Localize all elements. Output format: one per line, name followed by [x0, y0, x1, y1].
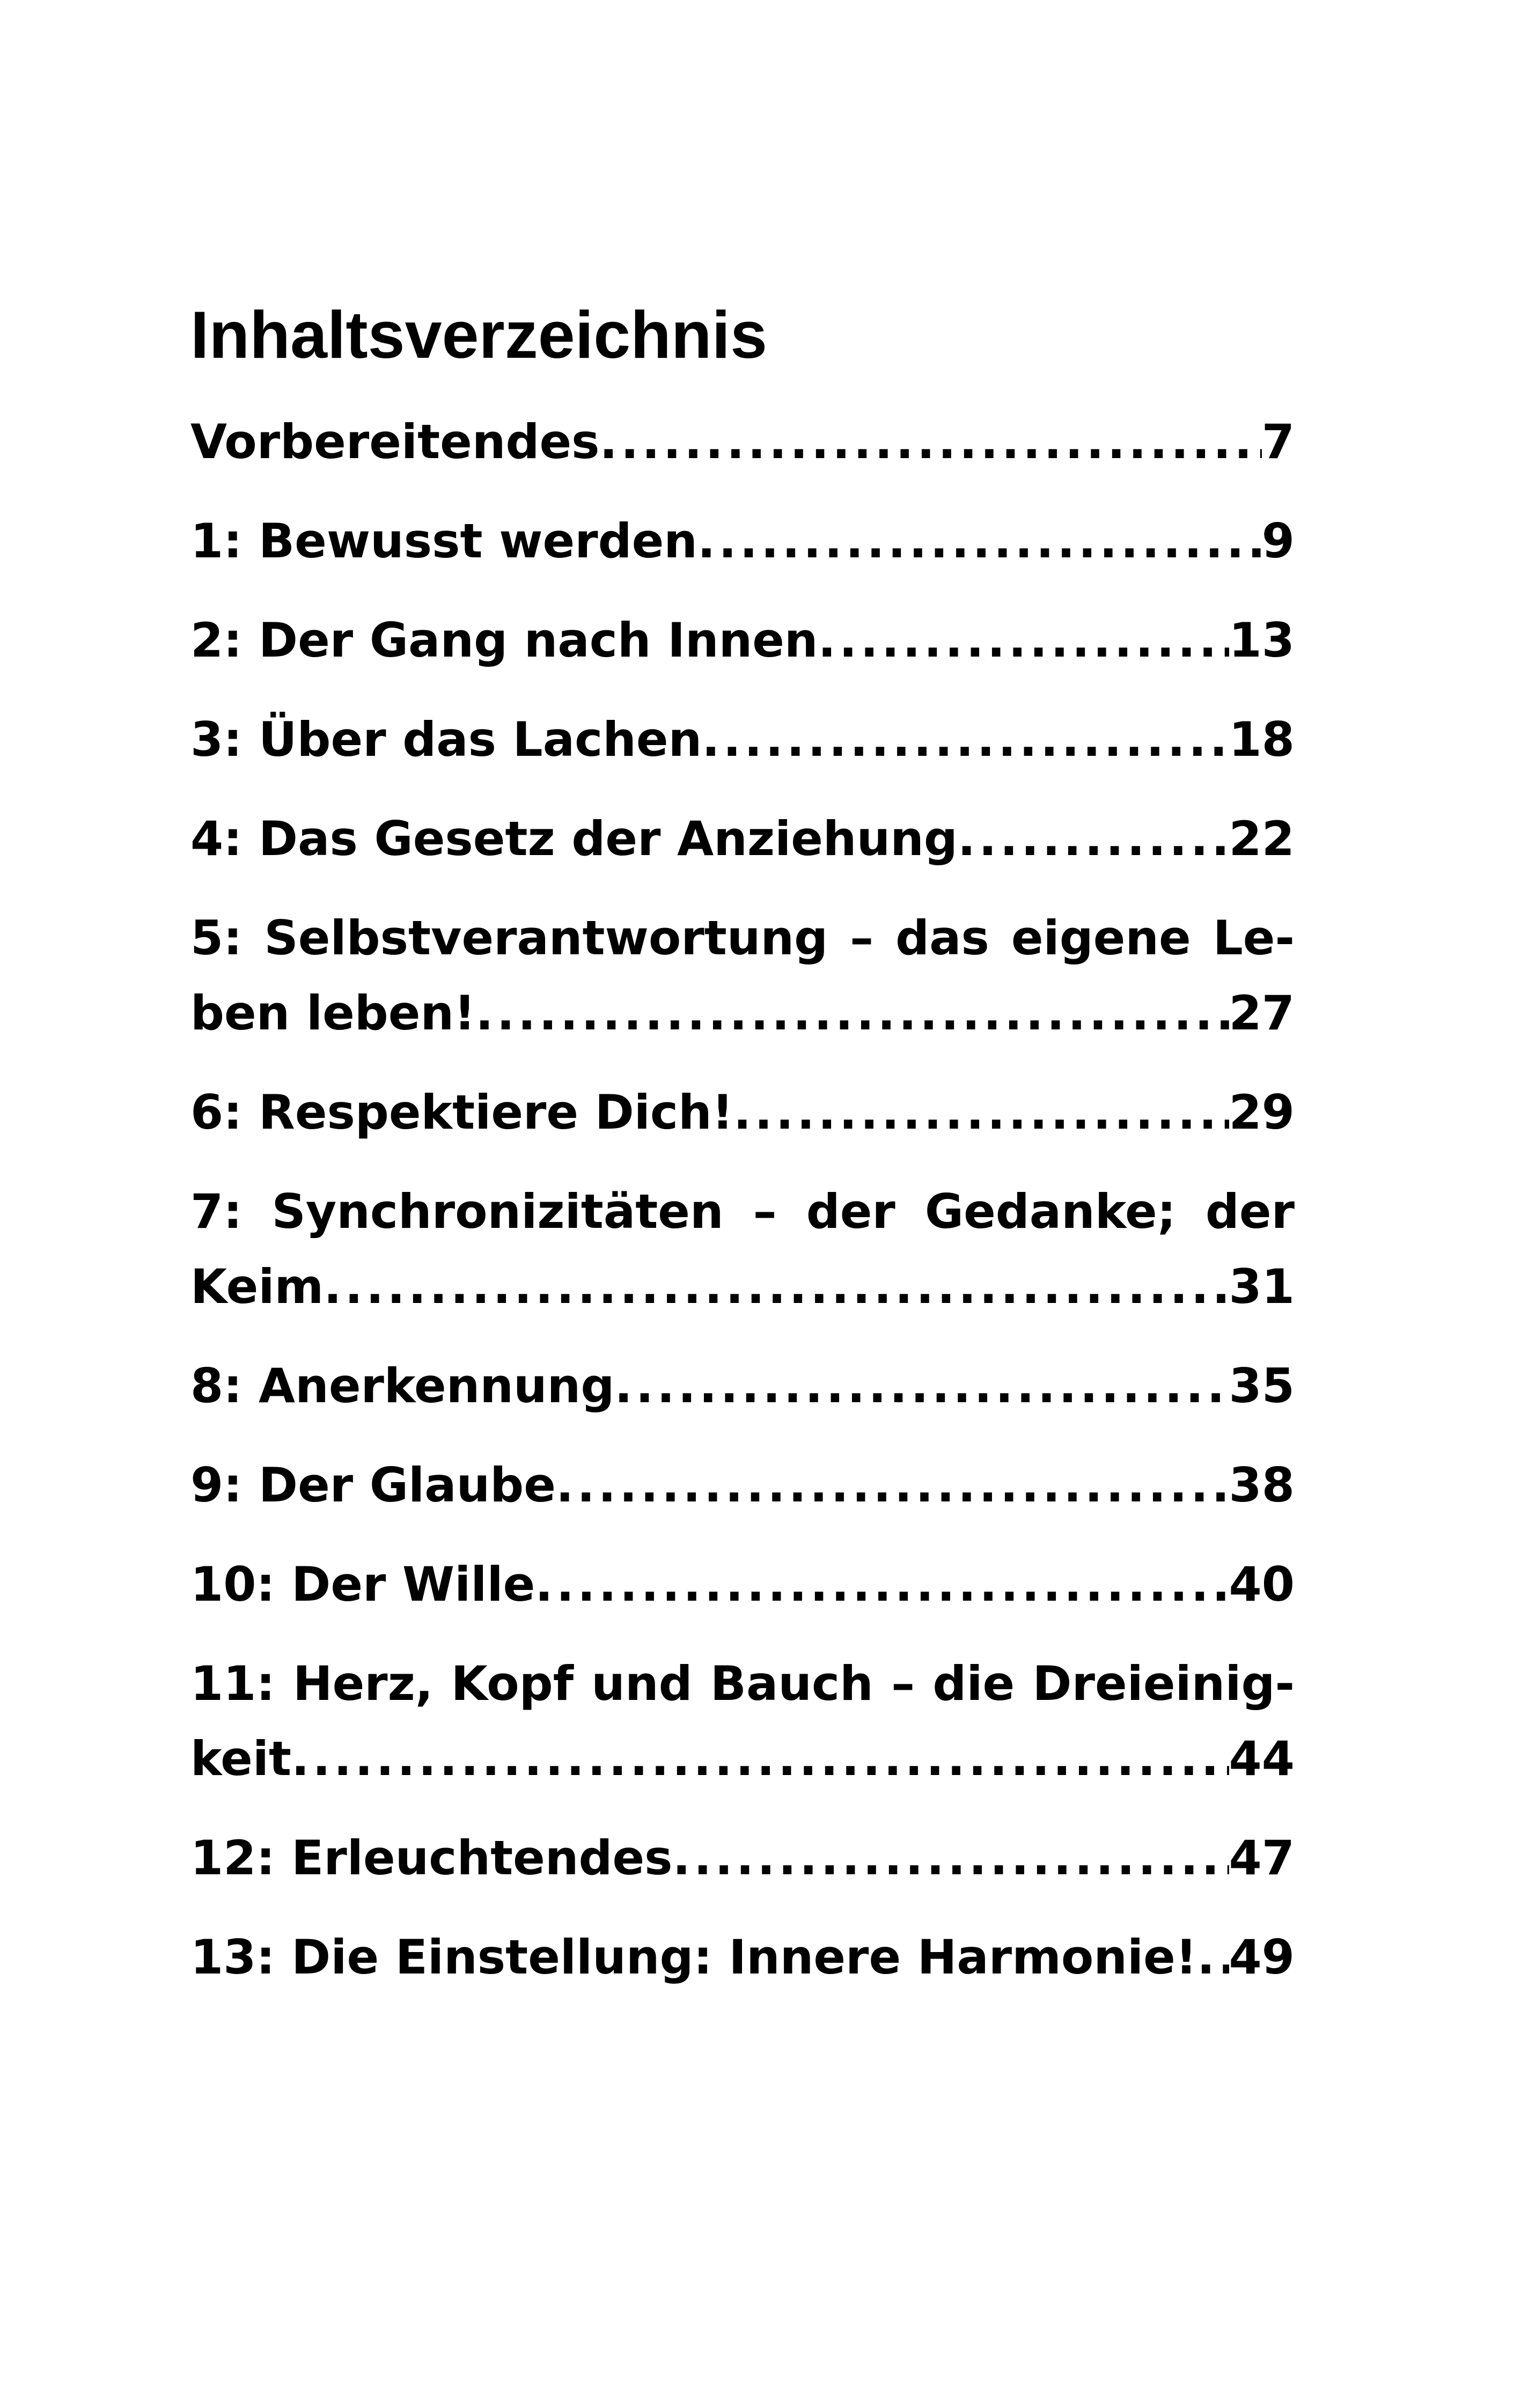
dot-leader: [600, 414, 1262, 469]
toc-entry[interactable]: [190, 1344, 1295, 1413]
toc-entry-title: 9: Der Glaube: [190, 1457, 556, 1513]
toc-entry[interactable]: [190, 971, 1295, 1041]
toc-entry-title-line1: 7: Synchronizitäten – der Gedanke; der: [190, 1184, 1295, 1239]
toc-entry-title: 13: Die Einstellung: Innere Harmonie!: [190, 1930, 1197, 1985]
toc-entry[interactable]: [190, 1244, 1295, 1314]
toc-entry-page: 31: [1229, 1259, 1295, 1314]
toc-entry-title: ben leben!: [190, 985, 476, 1041]
toc-entry-title: Vorbereitendes: [190, 414, 600, 469]
toc-entry-wrapped-line[interactable]: [190, 1169, 1295, 1239]
toc-entry[interactable]: [190, 499, 1295, 569]
toc-entry-page: 27: [1229, 985, 1295, 1041]
dot-leader: [697, 513, 1262, 569]
toc-entry[interactable]: [190, 697, 1295, 767]
dot-leader: [535, 1557, 1229, 1612]
toc-entry-title: Keim: [190, 1259, 324, 1314]
dot-leader: [733, 1085, 1229, 1140]
toc-entry-title: keit: [190, 1731, 292, 1786]
toc-entry[interactable]: [190, 1816, 1295, 1886]
toc-entry-title: 12: Erleuchtendes: [190, 1830, 673, 1886]
toc-entry-title: 8: Anerkennung: [190, 1358, 615, 1413]
dot-leader: [1197, 1930, 1229, 1985]
toc-entry[interactable]: [190, 1915, 1295, 1985]
toc-entry-title-line1: 11: Herz, Kopf und Bauch – die Dreieinig-: [190, 1656, 1295, 1711]
toc-entry-title: 6: Respektiere Dich!: [190, 1085, 733, 1140]
toc-entry-page: 47: [1229, 1830, 1295, 1886]
toc-entry[interactable]: [190, 797, 1295, 866]
dot-leader: [324, 1259, 1229, 1314]
toc-entry-page: 49: [1229, 1930, 1295, 1985]
dot-leader: [673, 1830, 1229, 1886]
dot-leader: [291, 1731, 1229, 1786]
toc-entry-title-line1: 5: Selbstverantwortung – das eigene Le-: [190, 910, 1295, 966]
toc-entry[interactable]: [190, 1542, 1295, 1612]
toc-entry[interactable]: [190, 1443, 1295, 1513]
toc-entry-page: 38: [1229, 1457, 1295, 1513]
dot-leader: [556, 1457, 1229, 1513]
toc-entry[interactable]: [190, 1070, 1295, 1140]
toc-entry-page: 40: [1229, 1557, 1295, 1612]
toc-entry[interactable]: [190, 1717, 1295, 1786]
toc-entry[interactable]: [190, 400, 1295, 469]
toc-entry-page: 22: [1229, 811, 1295, 866]
dot-leader: [614, 1358, 1229, 1413]
toc-entry-page: 44: [1229, 1731, 1295, 1786]
toc-entry-page: 7: [1261, 414, 1295, 469]
toc-entry-title: 2: Der Gang nach Innen: [190, 613, 818, 668]
toc-entry-wrapped-line[interactable]: [190, 1641, 1295, 1711]
dot-leader: [475, 985, 1229, 1041]
toc-entry-page: 18: [1229, 712, 1295, 767]
dot-leader: [958, 811, 1229, 866]
toc-entry[interactable]: [190, 598, 1295, 668]
toc-entry-title: 10: Der Wille: [190, 1557, 535, 1612]
dot-leader: [702, 712, 1229, 767]
toc-entry-title: 4: Das Gesetz der Anziehung: [190, 811, 958, 866]
toc-entry-wrapped-line[interactable]: [190, 896, 1295, 966]
toc-heading: Inhaltsverzeichnis: [190, 298, 768, 372]
toc-entry-title: 3: Über das Lachen: [190, 712, 702, 767]
toc-entry-page: 29: [1229, 1085, 1295, 1140]
dot-leader: [818, 613, 1229, 668]
toc-entry-title: 1: Bewusst werden: [190, 513, 697, 569]
toc-entry-page: 13: [1229, 613, 1295, 668]
toc-entry-page: 35: [1229, 1358, 1295, 1413]
toc-entry-page: 9: [1261, 513, 1295, 569]
